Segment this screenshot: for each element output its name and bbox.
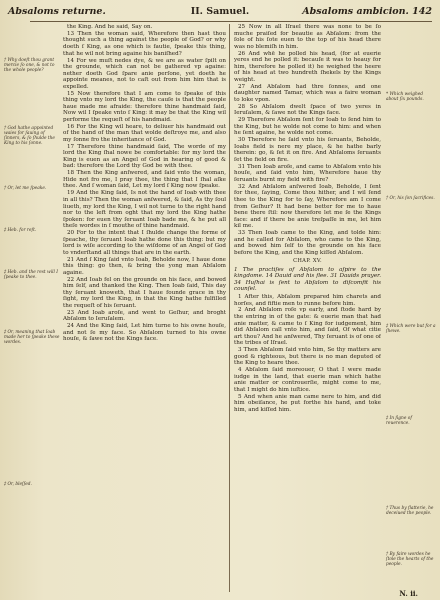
right-margin-notes: [386, 24, 436, 592]
verse: 4 Abſalom ſaid moreouer, O that I were made iudge in the land, that euerie man which hathe anie matter or controuerſie, might come to me, that I might do him iuſtice.: [234, 367, 381, 393]
verse: 28 So Abſalom dwelt ſpace of two yeres in Ieruſalem, & ſawe not the Kings face.: [234, 103, 381, 117]
verse: 30 Therefore he ſaid vnto his ſeruants, Beholde, Ioabs field is nere my place, & he hathe barly therein: go, & ſet it on fire. And Abſaloms ſeruants ſet the field on fire.: [234, 137, 381, 163]
margin-note: † Thus by flatterie, he deceiued the people.: [386, 506, 434, 517]
verse: 24 And the King ſaid, Let him turne to his owne houſe, and not ſe my face. So Abſalom turned to his owne houſe, & ſawe not the Kings face.: [63, 323, 226, 343]
verse: 26 And whē he polled his head, (for at euerie yeres end he polled it: becauſe it was to heauy for him, therefore he polled it) he weighed the heere of his head at two hundreth ſhekels by the Kings weight.: [234, 50, 381, 83]
margin-note: ‡ Or, bleſſed.: [4, 482, 32, 487]
header-right-title: Absaloms ambicion. 142: [302, 6, 432, 17]
verse: 18 Then the King anſwered, and ſaid vnto the woman, Hide not fro me, I pray thee, the thing that I ſhal aſke thee. And ſ woman ſaid, Let my lord ſ King now ſpeake.: [63, 170, 226, 190]
chapter-summary: 1 The practiſes of Abſalom to aſpire to the kingdome. 14 Dauid and his flee. 31 Dauids prayer. 34 Huſhai is ſent to Abſalom to diſcomfit his counſel.: [234, 266, 381, 293]
chapter-heading: CHAP. XV.: [293, 258, 322, 265]
verse: 23 And Ioab aroſe, and went to Geſhur, and broght Abſalom to Ieruſalem.: [63, 309, 226, 323]
column-divider: [229, 24, 230, 592]
margin-note: † Or, let me ſpeake.: [4, 186, 47, 191]
margin-note: * Which weighed about ſix pounds.: [386, 92, 424, 103]
margin-note: ‡ Heb. for reſt.: [4, 228, 37, 233]
verse: 15 Now therefore that I am come to ſpeake of this thing vnto my lord the King, the cauſe is that the people haue made me afraide: therefore thine handmaid ſaid, Now wil I ſpeake vnto ſ King: it may be that the King wil performe the requeſt of his handmaid.: [63, 90, 226, 123]
left-margin-notes: [4, 24, 60, 592]
verse: 20 For to the intent that I ſhulde change the forme of ſpeache, thy ſeruant Ioab hathe done this thing: but my lord is wiſe according to the wiſdome of an Angel of God to vnderſtand all things that are in the earth.: [63, 230, 226, 256]
verse: 17 Therefore thine handmaid ſaid, The worde of my lord the King ſhal nowe be comfortable: for my lord the King is euen as an Angel of God in hearing of good & bad: therefore the Lord thy God be with thee.: [63, 143, 226, 170]
verse: 32 And Abſalom anſwered Ioab, Beholde, I ſent for thee, ſaying, Come thou hither, and I wil ſend thee to the King for to ſay, Wherefore am I come from Geſhur? It had bene better for me to haue bene there ſtil: now therefore let me ſe the Kings face: and if there be anie treſpaſſe in me, let him kil me.: [234, 183, 381, 230]
margin-note: † By faire wordes he ſtole the hearts of the people.: [386, 552, 434, 568]
margin-note: † Or, his ſon ſacrifices.: [386, 196, 435, 201]
header-left-title: Absaloms returne.: [8, 6, 106, 17]
verse: 27 And Abſalom had thre ſonnes, and one daughter named Tamar, which was a faire woman to loke vpon.: [234, 83, 381, 103]
verse: 3 Then Abſalom ſaid vnto him, Se thy matters are good & righteous, but there is no man deputed of the King to heare thee.: [234, 347, 381, 367]
verse: 31 Then Ioab aroſe, and came to Abſalom vnto his houſe, and ſaid vnto him, Wherefore haue thy ſeruants burnt my field with fire?: [234, 163, 381, 183]
right-text-column: [234, 24, 381, 592]
verse: 16 For the King wil heare, to deliuer his handmaid out of the hand of the man that wolde deſtroye me, and also my ſonne fro the inheritance of God.: [63, 123, 226, 143]
margin-note: ‡ Heb. and the rest will I ſpeake to thee.: [4, 270, 58, 281]
verse: 29 Therefore Abſalom ſent for Ioab to ſend him to the King, but he wolde not come to him: and when he ſent againe, he wolde not come.: [234, 117, 381, 137]
verse: 19 And the King ſaid, Is not the hand of Ioab with thee in all this? Then the woman anſwered, & ſaid, As thy ſoul liueth, my lord the King, I wil not turne to the right hand nor to the left from oght that my lord the King hathe ſpoken: for euen thy ſeruant Ioab bade me, & he put all theſe wordes in ſ mouthe of thine handmaid.: [63, 190, 226, 230]
verse: 21 And ſ King ſaid vnto Ioab, Beholde now, I haue done this thing: go then, & bring the yong man Abſalom againe.: [63, 256, 226, 276]
verse: 13 Then the woman said, Wherefore then hast thou thought such a thing against the people of God? or why doeth ſ King, as one which is fautie, ſpeake this thing, that he wil not bring againe his baniſhed?: [63, 30, 226, 57]
margin-note: ‡ In ſigne of reuerence.: [386, 416, 412, 427]
verse: 5 And when anie man came nere to him, and did him obeiſance, he put forthe his hand, and toke him, and kiſſed him.: [234, 393, 381, 413]
signature-mark: N. ii.: [399, 589, 418, 598]
header-book-title: II. Samuel.: [190, 6, 250, 17]
left-text-column: [63, 24, 226, 592]
verse: the King. And he said, Say on.: [67, 24, 153, 30]
verse: 14 For we muſt nedes dye, & we are as water ſpilt on the grounde, which can not be gathered vp againe: nether doeth God ſpare anie perſone, yet doeth he appointe meanes, not to caſt out from him him that is expelled.: [63, 57, 226, 90]
margin-note: ‡ Or, meaning that Ioab made her to ſpeake these wordes.: [4, 330, 60, 346]
verse: 1 After this, Abſalom prepared him charets and horſes, and fiftie men to runne before him.: [234, 294, 381, 307]
margin-note: † God hathe appointed waies for ſauing of ſinners, & ſo ſhulde the King to his ſonne.: [4, 126, 55, 147]
margin-note: ‡ Which were but for a ſhewe.: [386, 324, 436, 335]
verse: 22 And Ioab fel on the grounde on his face, and bowed him ſelf, and thanked the King. Then Ioab ſaid, This day thy ſeruant knoweth, that I haue founde grace in thy ſight, my lord the King, in that the King hathe fulfilled the requeſt of his ſeruant.: [63, 276, 226, 309]
header-rule: [30, 21, 432, 22]
verse: 25 Now in all Iſrael there was none to be ſo muche praiſed for beautie as Abſalom: from the ſole of his ſote euen to the top of his head there was no blemiſh in him.: [234, 24, 381, 50]
verse: 33 Then Ioab came to the King, and tolde him: and he called for Abſalom, who came to the King, and bowed him ſelf to the grounde on his face before the King, and the King kiſſed Abſalom.: [234, 230, 381, 256]
verse: 2 And Abſalom roſe vp early, and ſtode hard by the entring in of the gate: & euerie man that had anie matter, & came to ſ King for iudgement, him did Abſalom call vnto him, and ſaid, Of what citie art thou? And he anſwered, Thy ſeruant is of one of the tribes of Iſrael.: [234, 307, 381, 347]
margin-note: † Why doeſt thou grant mercie ſo one, & not to the whole people?: [4, 58, 55, 74]
page-header: [8, 6, 432, 22]
